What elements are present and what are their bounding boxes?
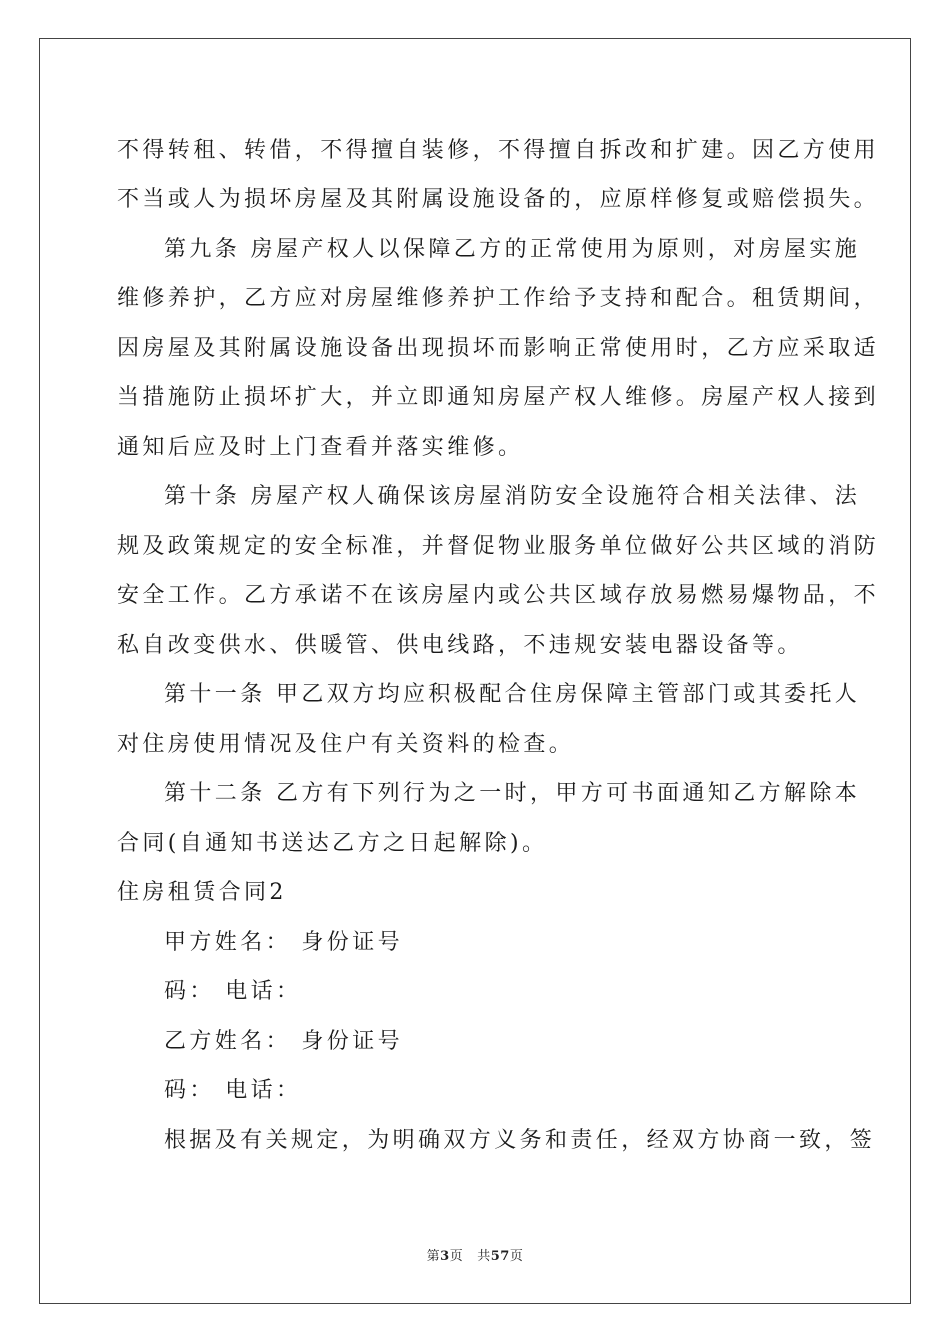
text-line: 不得转租、转借，不得擅自装修，不得擅自拆改和扩建。因乙方使用 [117, 138, 880, 163]
form-field-line: 码： 电话： [164, 979, 302, 1004]
text-line: 私自改变供水、供暖管、供电线路，不违规安装电器设备等。 [117, 633, 803, 658]
text-line: 通知后应及时上门查看并落实维修。 [117, 435, 524, 460]
text-line: 第十二条 乙方有下列行为之一时，甲方可书面通知乙方解除本 [164, 781, 861, 806]
text-line: 第九条 房屋产权人以保障乙方的正常使用为原则，对房屋实施 [164, 237, 861, 262]
form-field-line: 码： 电话： [164, 1078, 302, 1103]
total-pages: 57 [490, 1249, 510, 1264]
page-number: 3 [440, 1249, 450, 1264]
page-footer [0, 1245, 950, 1264]
text-line: 当措施防止损坏扩大，并立即通知房屋产权人维修。房屋产权人接到 [117, 385, 880, 410]
text-line: 第十条 房屋产权人确保该房屋消防安全设施符合相关法律、法 [164, 484, 861, 509]
total-suffix: 页 [509, 1249, 524, 1264]
text-line: 安全工作。乙方承诺不在该房屋内或公共区域存放易燃易爆物品，不 [117, 583, 880, 608]
text-line: 第十一条 甲乙双方均应积极配合住房保障主管部门或其委托人 [164, 682, 861, 707]
section-heading: 住房租赁合同2 [117, 880, 287, 905]
page-suffix: 页 [449, 1249, 464, 1264]
text-line: 不当或人为损坏房屋及其附属设施设备的，应原样修复或赔偿损失。 [117, 187, 880, 212]
text-line: 合同(自通知书送达乙方之日起解除)。 [117, 831, 548, 856]
text-line: 根据及有关规定，为明确双方义务和责任，经双方协商一致，签 [164, 1128, 876, 1153]
text-line: 对住房使用情况及住户有关资料的检查。 [117, 732, 575, 757]
total-prefix: 共 [477, 1249, 491, 1264]
text-line: 因房屋及其附属设施设备出现损坏而影响正常使用时，乙方应采取适 [117, 336, 880, 361]
text-line: 维修养护，乙方应对房屋维修养护工作给予支持和配合。租赁期间， [117, 286, 880, 311]
form-field-line: 乙方姓名： 身份证号 [164, 1029, 403, 1054]
form-field-line: 甲方姓名： 身份证号 [164, 930, 403, 955]
page-prefix: 第 [426, 1249, 441, 1264]
text-line: 规及政策规定的安全标准，并督促物业服务单位做好公共区域的消防 [117, 534, 880, 559]
